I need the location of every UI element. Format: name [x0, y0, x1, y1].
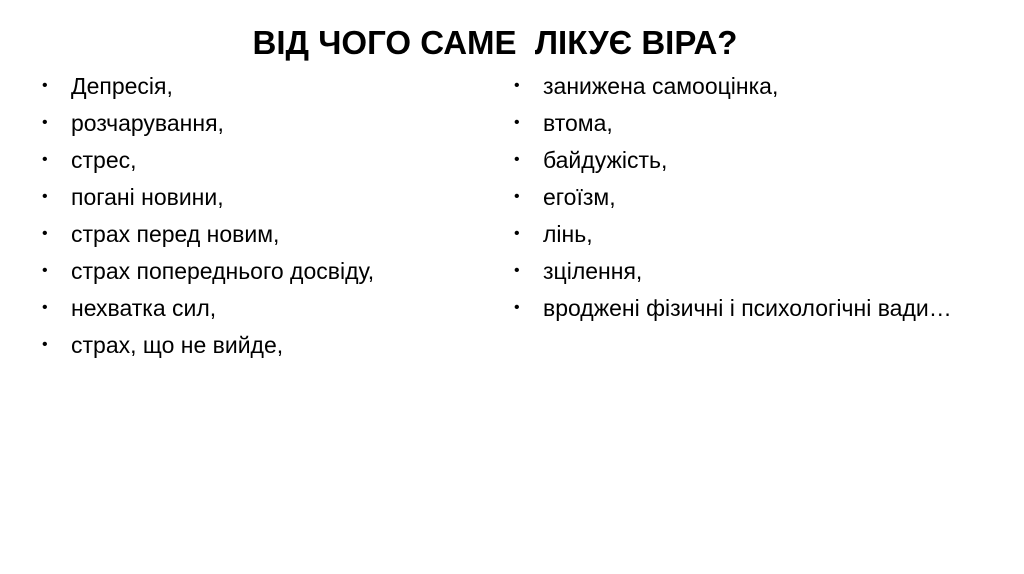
- list-item-text: нехватка сил,: [71, 295, 217, 321]
- list-item: [512, 72, 982, 100]
- bullet-icon: •: [514, 299, 520, 316]
- bullet-icon: •: [42, 188, 48, 205]
- list-item-text: занижена самооцінка,: [543, 73, 779, 99]
- list-item-text: Депресія,: [71, 73, 173, 99]
- bullet-icon: •: [42, 262, 48, 279]
- bullet-icon: •: [514, 225, 520, 242]
- list-item: [40, 220, 480, 248]
- bullet-icon: •: [42, 299, 48, 316]
- bullet-icon: •: [514, 151, 520, 168]
- bullet-icon: •: [42, 151, 48, 168]
- list-item: [40, 331, 480, 359]
- list-item-text: зцілення,: [543, 258, 643, 284]
- list-item: [512, 257, 982, 285]
- list-item: [40, 183, 480, 211]
- bullet-icon: •: [42, 225, 48, 242]
- list-item-text: страх попереднього досвіду,: [71, 258, 375, 284]
- list-item: [512, 220, 982, 248]
- list-item: [512, 294, 982, 322]
- bullet-icon: •: [514, 262, 520, 279]
- list-item-text: страх, що не вийде,: [71, 332, 284, 358]
- list-item-text: погані новини,: [71, 184, 224, 210]
- bullet-icon: •: [514, 114, 520, 131]
- list-item: [40, 109, 480, 137]
- bullet-icon: •: [42, 77, 48, 94]
- list-item: [40, 146, 480, 174]
- bullet-icon: •: [42, 336, 48, 353]
- list-item: [40, 72, 480, 100]
- list-item-text: егоїзм,: [543, 184, 616, 210]
- list-item: [40, 294, 480, 322]
- list-item-text: байдужість,: [543, 147, 668, 173]
- list-item: [40, 257, 480, 285]
- list-item: [512, 109, 982, 137]
- slide-title: ВІД ЧОГО САМЕ ЛІКУЄ ВІРА?: [252, 24, 738, 61]
- right-bullet-list: [512, 72, 982, 331]
- list-item-text: вроджені фізичні і психологічні вади…: [543, 295, 952, 321]
- bullet-icon: •: [514, 77, 520, 94]
- list-item-text: розчарування,: [71, 110, 224, 136]
- list-item-text: лінь,: [543, 221, 593, 247]
- list-item: [512, 146, 982, 174]
- list-item-text: втома,: [543, 110, 613, 136]
- left-bullet-list: [40, 72, 480, 368]
- bullet-icon: •: [514, 188, 520, 205]
- list-item: [512, 183, 982, 211]
- list-item-text: стрес,: [71, 147, 137, 173]
- bullet-icon: •: [42, 114, 48, 131]
- list-item-text: страх перед новим,: [71, 221, 280, 247]
